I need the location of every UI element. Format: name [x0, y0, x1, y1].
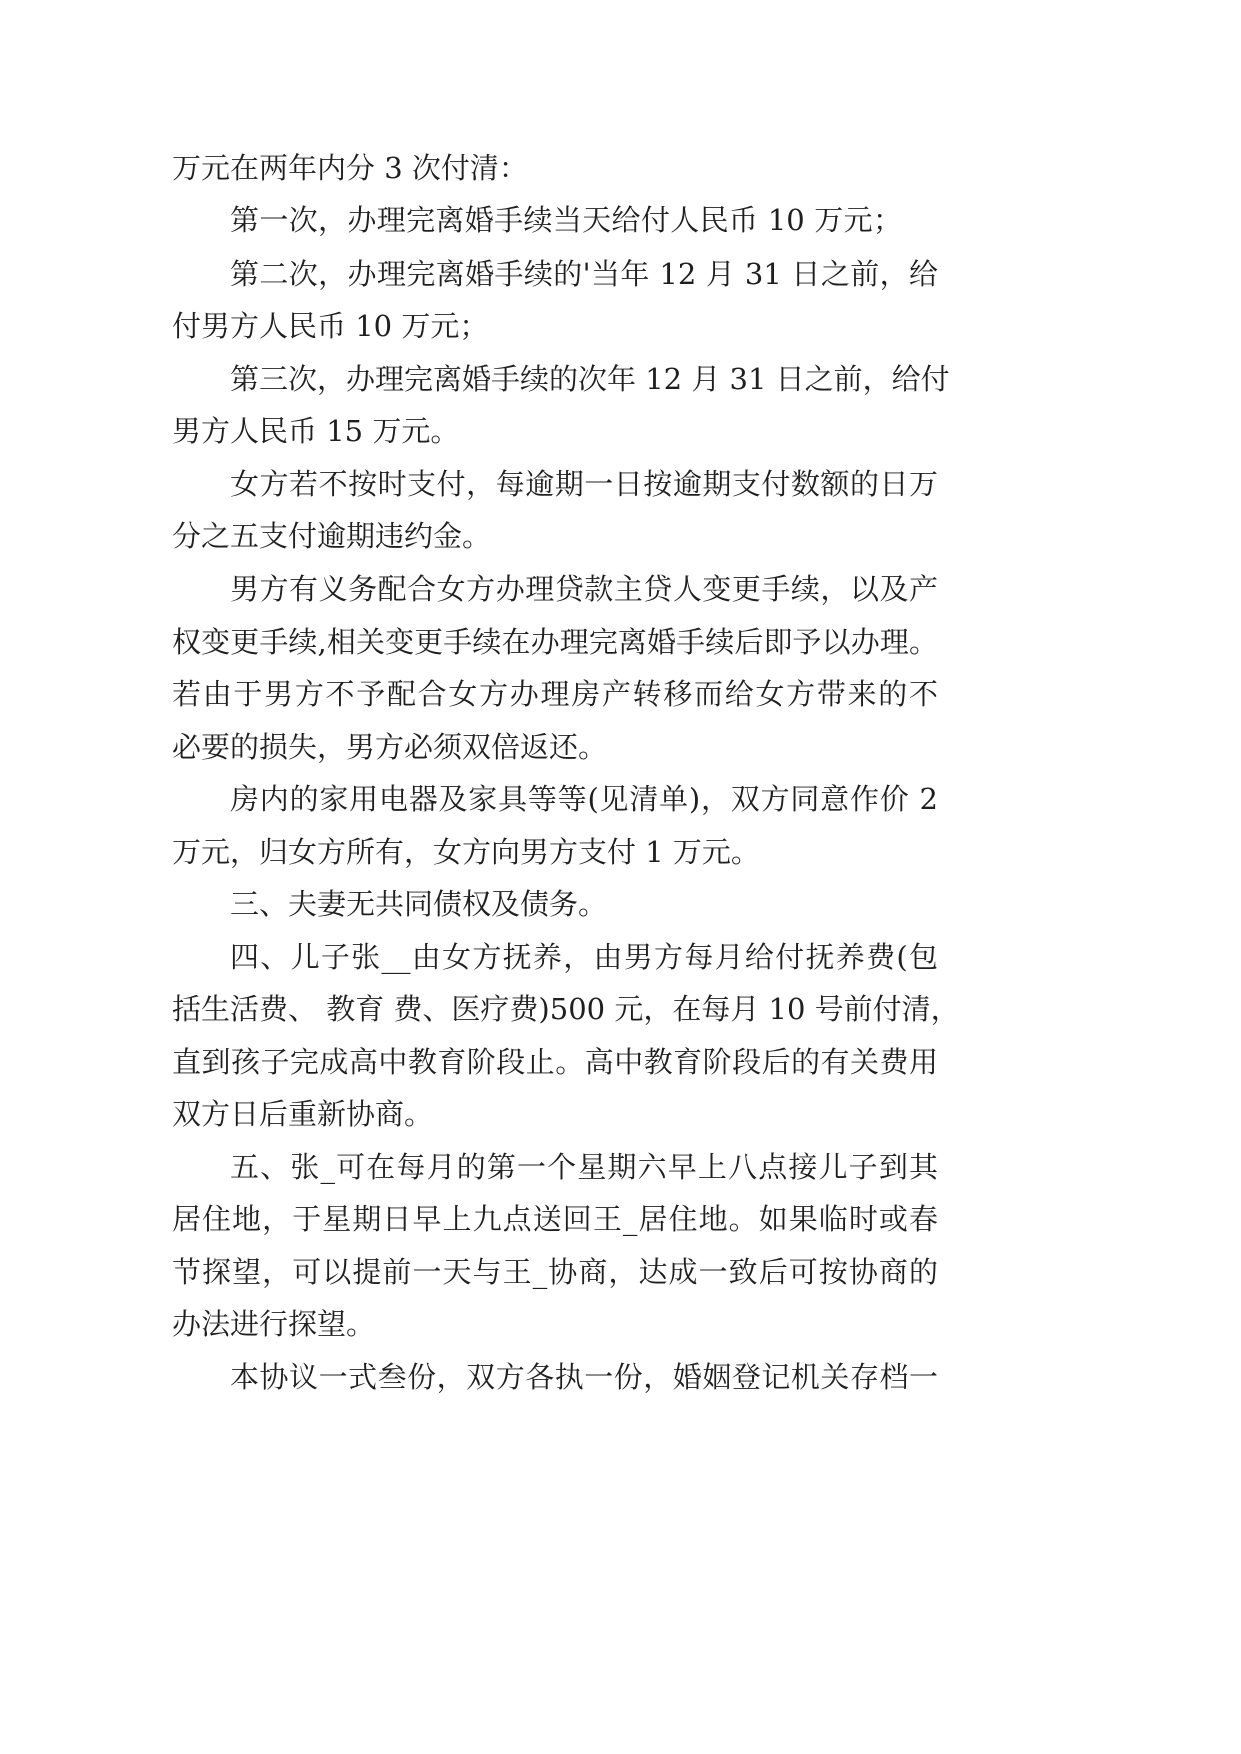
- text-line: 男方有义务配合女方办理贷款主贷人变更手续，以及产: [230, 572, 938, 606]
- text-line: 分之五支付逾期违约金。: [172, 519, 492, 553]
- text-line: 房内的家用电器及家具等等(见清单)，双方同意作价 2: [230, 782, 938, 816]
- text-line: 第二次，办理完离婚手续的'当年 12 月 31 日之前，给: [230, 257, 938, 291]
- text-line: 第三次，办理完离婚手续的次年 12 月 31 日之前，给付: [230, 362, 950, 396]
- text-line: 括生活费、 教育 费、医疗费)500 元，在每月 10 号前付清，: [172, 992, 960, 1026]
- text-line: 权变更手续,相关变更手续在办理完离婚手续后即予以办理。: [172, 625, 938, 659]
- text-line: 万元，归女方所有，女方向男方支付 1 万元。: [172, 835, 760, 869]
- text-line: 居住地，于星期日早上九点送回王_居住地。如果临时或春: [172, 1202, 938, 1236]
- text-line: 万元在两年内分 3 次付清：: [172, 151, 528, 185]
- text-line: 直到孩子完成高中教育阶段止。高中教育阶段后的有关费用: [172, 1045, 938, 1079]
- text-line: 本协议一式叁份，双方各执一份，婚姻登记机关存档一: [230, 1360, 938, 1394]
- text-line: 三、夫妻无共同债权及债务。: [230, 887, 608, 921]
- text-line: 五、张_可在每月的第一个星期六早上八点接儿子到其: [230, 1150, 938, 1184]
- text-line: 必要的损失，男方必须双倍返还。: [172, 730, 608, 764]
- text-line: 双方日后重新协商。: [172, 1097, 434, 1131]
- text-line: 办法进行探望。: [172, 1307, 376, 1341]
- text-line: 若由于男方不予配合女方办理房产转移而给女方带来的不: [172, 677, 938, 711]
- text-line: 女方若不按时支付，每逾期一日按逾期支付数额的日万: [230, 467, 938, 501]
- text-line: 付男方人民币 10 万元；: [172, 309, 489, 343]
- text-line: 节探望，可以提前一天与王_协商，达成一致后可按协商的: [172, 1255, 938, 1289]
- text-line: 男方人民币 15 万元。: [172, 414, 460, 448]
- text-line: 第一次，办理完离婚手续当天给付人民币 10 万元；: [230, 203, 902, 237]
- text-line: 四、儿子张__由女方抚养，由男方每月给付抚养费(包: [230, 940, 938, 974]
